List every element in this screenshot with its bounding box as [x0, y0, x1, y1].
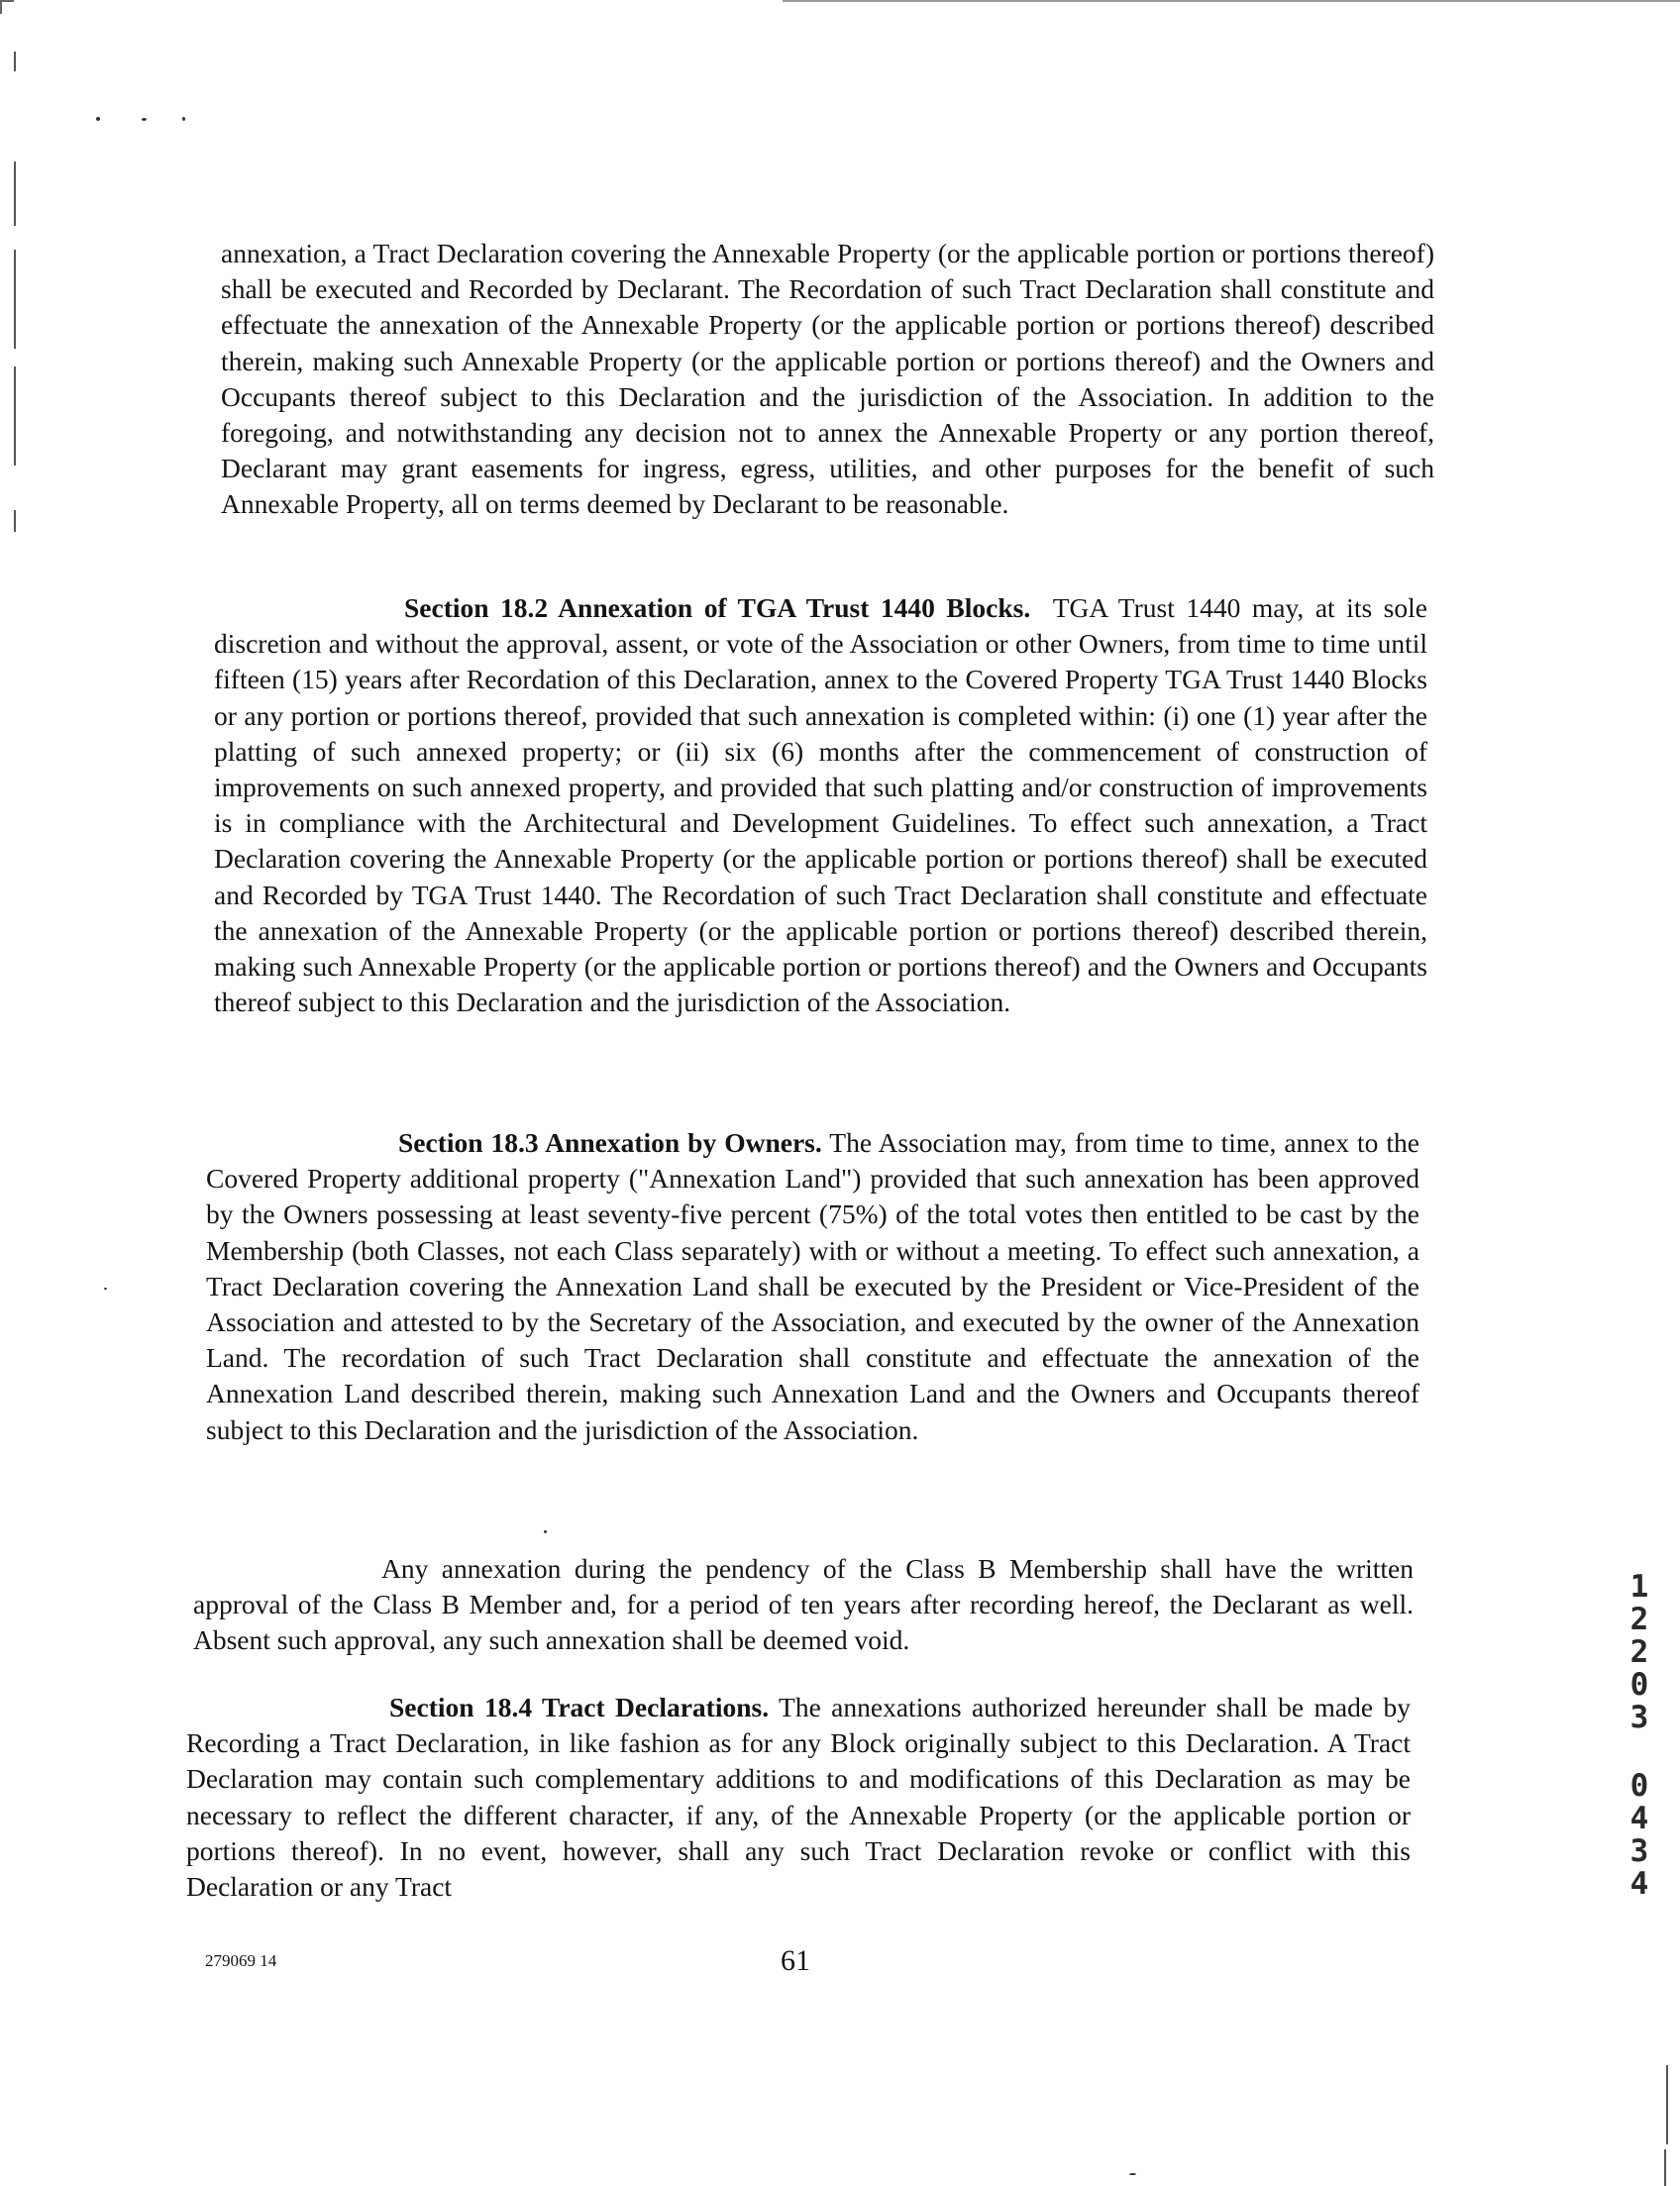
- scan-edge-left: [14, 250, 16, 349]
- scan-speck: [104, 1288, 107, 1290]
- recording-digit: 4: [1629, 1801, 1649, 1836]
- scan-edge-left: [14, 161, 16, 226]
- section-18-3-heading: Section 18.3 Annexation by Owners.: [398, 1127, 822, 1158]
- page-number: 61: [781, 1944, 810, 1977]
- recording-digit: 0: [1629, 1667, 1649, 1703]
- paragraph-continuation: annexation, a Tract Declaration covering the Annexable Property (or the applicable portion or portions thereof) shall be executed and Recorded by Declarant. The Recordation of such Tract Declaration shall constitute and effectuate the annexation of the Annexable Property (or the applicable portion or portions thereof) described therein, making such Annexable Property (or the applicable portion or portions thereof) and the Owners and Occupants thereof subject to this Declaration and the jurisdiction of the Association. In addition to the foregoing, and notwithstanding any decision not to annex the Annexable Property or any portion thereof, Declarant may grant easements for ingress, egress, utilities, and other purposes for the benefit of such Annexable Property, all on terms deemed by Declarant to be reasonable.: [221, 238, 1434, 520]
- recording-digit: 2: [1629, 1634, 1649, 1670]
- recording-digit: 4: [1629, 1866, 1649, 1902]
- document-number: 279069 14: [205, 1951, 277, 1970]
- section-18-4-paragraph: [186, 1690, 1411, 1905]
- scan-speck: [182, 117, 185, 121]
- recording-digit: 3: [1629, 1833, 1649, 1869]
- section-18-2-paragraph: [214, 590, 1427, 1020]
- section-18-3-body: The Association may, from time to time, annex to the Covered Property additional property ("Annexation Land") provided that such annexation has been approved by the Owners possessing at least seventy-five percent (75%) of the total votes then entitled to be cast by the Membership (both Classes, not each Class separately) with or without a meeting. To effect such annexation, a Tract Declaration covering the Annexation Land shall be executed by the President or Vice-President of the Association and attested to by the Secretary of the Association, and executed by the owner of the Annexation Land. The recordation of such Tract Declaration shall constitute and effectuate the annexation of the Annexation Land described therein, making such Annexation Land and the Owners and Occupants thereof subject to this Declaration and the jurisdiction of the Association.: [206, 1127, 1419, 1445]
- class-b-paragraph: [193, 1551, 1414, 1659]
- recording-number-stamp: [1625, 1571, 1654, 1901]
- recording-digit: 3: [1629, 1700, 1649, 1735]
- scan-speck: [1129, 2173, 1136, 2175]
- class-b-text: Any annexation during the pendency of the Class B Membership shall have the written approval of the Class B Member and, for a period of ten years after recording hereof, the Declarant as well. Absent such approval, any such annexation shall be deemed void.: [193, 1553, 1414, 1656]
- recording-digit-gap: [1625, 1734, 1654, 1770]
- scan-speck: [96, 117, 100, 121]
- section-18-2-heading: Section 18.2 Annexation of TGA Trust 1440 Blocks.: [404, 592, 1031, 623]
- scan-corner-mark: [0, 0, 14, 14]
- recording-digit: 1: [1629, 1569, 1649, 1605]
- recording-digit: 0: [1629, 1768, 1649, 1804]
- scan-edge-top: [783, 0, 1680, 2]
- section-18-4-heading: Section 18.4 Tract Declarations.: [389, 1692, 770, 1722]
- recording-digit: 2: [1629, 1602, 1649, 1637]
- scan-speck: [142, 118, 147, 121]
- scan-edge-right: [1664, 2149, 1666, 2186]
- scan-edge-left: [14, 510, 16, 532]
- scan-edge-left: [14, 52, 16, 71]
- scan-edge-left: [14, 366, 16, 466]
- section-18-2-body: TGA Trust 1440 may, at its sole discretion and without the approval, assent, or vote of the Association or other Owners, from time to time until fifteen (15) years after Recordation of this Declaration, annex to the Covered Property TGA Trust 1440 Blocks or any portion or portions thereof, provided that such annexation is completed within: (i) one (1) year after the platting of such annexed property; or (ii) six (6) months after the commencement of construction of improvements on such annexed property, and provided that such platting and/or construction of improvements is in compliance with the Architectural and Development Guidelines. To effect such annexation, a Tract Declaration covering the Annexable Property (or the applicable portion or portions thereof) shall be executed and Recorded by TGA Trust 1440. The Recordation of such Tract Declaration shall constitute and effectuate the annexation of the Annexable Property (or the applicable portion or portions thereof) described therein, making such Annexable Property (or the applicable portion or portions thereof) and the Owners and Occupants thereof subject to this Declaration and the jurisdiction of the Association.: [214, 592, 1427, 1018]
- section-18-3-paragraph: [206, 1125, 1419, 1448]
- section-18-4-body: The annexations authorized hereunder shall be made by Recording a Tract Declaration, in like fashion as for any Block originally subject to this Declaration. A Tract Declaration may contain such complementary additions to and modifications of this Declaration as may be necessary to reflect the different character, if any, of the Annexable Property (or the applicable portion or portions thereof). In no event, however, shall any such Tract Declaration revoke or conflict with this Declaration or any Tract: [186, 1692, 1411, 1903]
- scan-speck: [544, 1530, 547, 1533]
- scan-edge-right: [1666, 2065, 1668, 2144]
